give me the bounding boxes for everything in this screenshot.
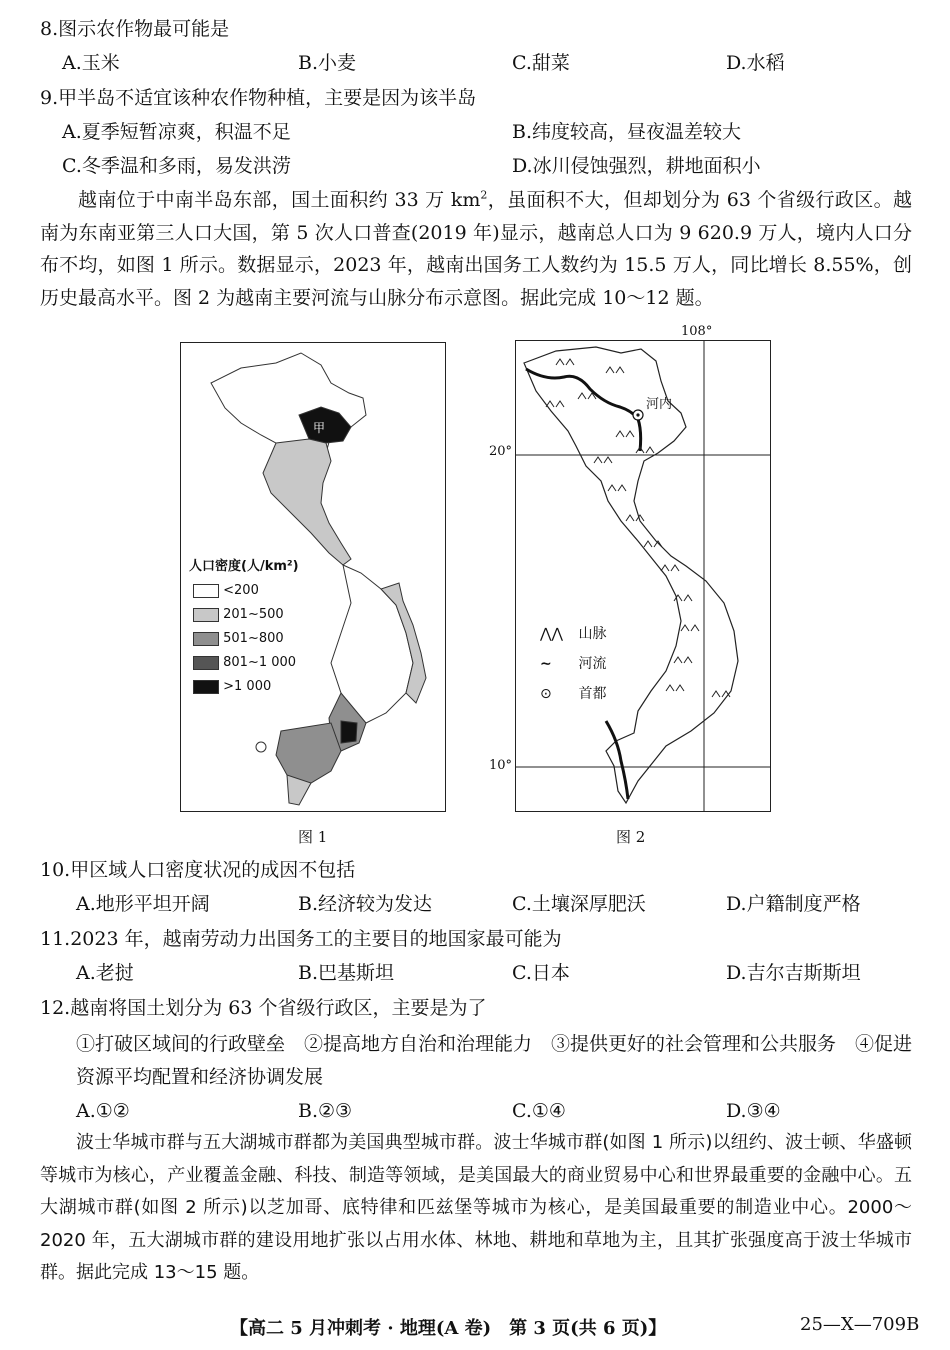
legend-label: 801~1 000 xyxy=(223,655,297,670)
legend-swatch-201-500 xyxy=(193,608,219,622)
q8-option-c: C.甜菜 xyxy=(512,52,570,74)
q12-statements: ①打破区域间的行政壁垒 ②提高地方自治和治理能力 ③提供更好的社会管理和公共服务 ④促进资源平均配置和经济协调发展 xyxy=(76,1033,913,1088)
fig2-legend xyxy=(540,619,606,709)
legend-label: 山脉 xyxy=(578,626,607,642)
red-river xyxy=(526,369,641,451)
map-north-central xyxy=(263,439,351,565)
legend-label: 首都 xyxy=(578,686,607,702)
mountain-icon: ⋀⋀ xyxy=(540,626,563,642)
passage-vietnam: 越南位于中南半岛东部，国土面积约 33 万 $km^2$，虽面积不大，但却划分为 63 个省级行政区。越南为东南亚第三人口大国，第 5 次人口普查(2019 年)显示，越南总人口为 9 620.9 万人，境内人口分布不均，如图 1 所示。数据显示，2023 年，越南出国务工人数约为 15.5 万人，同比增长 8.55%，创历史最高水平。图 2 为越南主要河流与山脉分布示意图。据此完成 10～12 题。 xyxy=(40,188,912,309)
legend-label: >1 000 xyxy=(223,679,272,694)
legend-label: 501~800 xyxy=(223,631,284,646)
footer-code: 25—X—709B xyxy=(800,1314,920,1335)
latitude-20-label: 20° xyxy=(489,444,513,459)
legend-row xyxy=(193,655,296,679)
q9-stem: 9.甲半岛不适宜该种农作物种植，主要是因为该半岛 xyxy=(40,87,477,109)
legend-label: 河流 xyxy=(578,656,607,672)
legend-swatch-lt200 xyxy=(193,584,219,598)
figure-2-caption: 图 2 xyxy=(616,828,646,846)
legend-row xyxy=(540,649,606,679)
map-island xyxy=(256,742,266,752)
figure-1-caption: 图 1 xyxy=(298,828,328,846)
q9-option-b: B.纬度较高，昼夜温差较大 xyxy=(512,121,742,143)
legend-row xyxy=(193,607,296,631)
q10-option-b: B.经济较为发达 xyxy=(298,893,433,915)
q11-option-a: A.老挝 xyxy=(76,962,134,984)
vietnam-density-map xyxy=(181,343,445,811)
figure-2-rivers-mountains-map xyxy=(515,340,771,812)
legend-swatch-gt1000 xyxy=(193,680,219,694)
legend-label: <200 xyxy=(223,583,259,598)
latitude-10-label: 10° xyxy=(489,758,513,773)
q12-option-d: D.③④ xyxy=(726,1100,781,1122)
q12-stem: 12.越南将国土划分为 63 个省级行政区，主要是为了 xyxy=(40,997,487,1019)
vietnam-rivers-map xyxy=(516,341,770,811)
figure-1-population-density-map xyxy=(180,342,446,812)
q9-option-d: D.冰川侵蚀强烈，耕地面积小 xyxy=(512,155,761,177)
q9-option-c: C.冬季温和多雨，易发洪涝 xyxy=(62,155,291,177)
q10-option-c: C.土壤深厚肥沃 xyxy=(512,893,646,915)
legend-row xyxy=(193,679,296,703)
q11-stem: 11.2023 年，越南劳动力出国务工的主要目的地国家最可能为 xyxy=(40,928,562,950)
q8-option-d: D.水稻 xyxy=(726,52,785,74)
q11-option-d: D.吉尔吉斯斯坦 xyxy=(726,962,861,984)
legend-row xyxy=(540,619,606,649)
q8-option-b: B.小麦 xyxy=(298,52,357,74)
q8-stem: 8.图示农作物最可能是 xyxy=(40,18,230,40)
q9-option-a: A.夏季短暂凉爽，积温不足 xyxy=(62,121,291,143)
map-hcmc xyxy=(341,721,357,743)
legend-row xyxy=(540,679,606,709)
q8-option-a: A.玉米 xyxy=(62,52,120,74)
fig1-legend xyxy=(193,583,296,703)
q12-option-c: C.①④ xyxy=(512,1100,566,1122)
footer-title: 【高二 5 月冲刺考 · 地理(A 卷) 第 3 页(共 6 页)】 xyxy=(230,1318,667,1339)
q10-option-d: D.户籍制度严格 xyxy=(726,893,861,915)
q12-option-b: B.②③ xyxy=(298,1100,353,1122)
legend-swatch-801-1000 xyxy=(193,656,219,670)
fig1-legend-title: 人口密度(人/km²) xyxy=(189,559,299,574)
longitude-label: 108° xyxy=(681,324,713,339)
vietnam-outline xyxy=(524,347,738,803)
passage-us-city-clusters: 波士华城市群与五大湖城市群都为美国典型城市群。波士华城市群(如图 1 所示)以纽约、波士顿、华盛顿等城市为核心，产业覆盖金融、科技、制造等领域，是美国最大的商业贸易中心和世界最重要的金融中心。五大湖城市群(如图 2 所示)以芝加哥、底特律和匹兹堡等城市为核心，是美国最重要的制造业中心。2000～2020 年，五大湖城市群的建设用地扩张以占用水体、林地、耕地和草地为主，且其扩张强度高于波士华城市群。据此完成 13～15 题。 xyxy=(40,1132,912,1283)
q11-option-c: C.日本 xyxy=(512,962,570,984)
river-icon: ∼ xyxy=(540,656,552,672)
legend-label: 201~500 xyxy=(223,607,284,622)
capital-icon: ⊙ xyxy=(540,686,552,702)
q10-stem: 10.甲区域人口密度状况的成因不包括 xyxy=(40,859,356,881)
q12-option-a: A.①② xyxy=(76,1100,130,1122)
region-jia-label: 甲 xyxy=(312,421,326,435)
capital-label: 河内 xyxy=(646,397,673,412)
q11-option-b: B.巴基斯坦 xyxy=(298,962,395,984)
legend-row xyxy=(193,631,296,655)
legend-swatch-501-800 xyxy=(193,632,219,646)
q10-option-a: A.地形平坦开阔 xyxy=(76,893,210,915)
legend-row xyxy=(193,583,296,607)
